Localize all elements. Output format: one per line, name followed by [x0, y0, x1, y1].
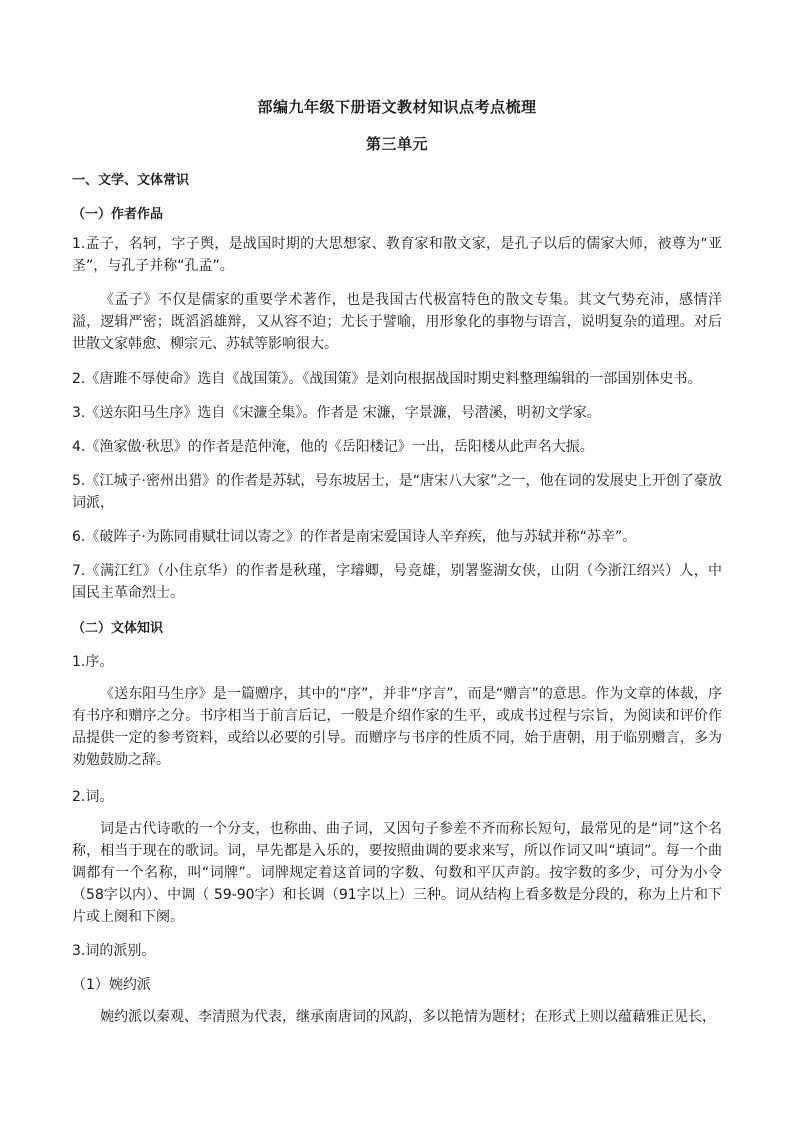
item-ci-schools: 3.词的派别。 [72, 943, 156, 959]
paragraph-xin-qiji: 6.《破阵子·为陈同甫赋壮词以寄之》的作者是南宋爱国诗人辛弃疾，他与苏轼并称“苏辛”。 [72, 529, 637, 545]
section-heading-literature: 一、文学、文体常识 [72, 173, 190, 188]
subsection-heading-genres: （二）文体知识 [72, 621, 164, 636]
unit-title: 第三单元 [365, 135, 428, 153]
paragraph-qiu-jin: 7.《满江红》（小住京华）的作者是秋瑾，字璿卿，号竞雄，别署鉴湖女侠，山阴（今浙江绍兴）人，中国民主革命烈士。 [72, 563, 722, 601]
paragraph-fan-zhongyan: 4.《渔家傲·秋思》的作者是范仲淹，他的《岳阳楼记》一出，岳阳楼从此声名大振。 [72, 439, 594, 455]
document-title: 部编九年级下册语文教材知识点考点梳理 [257, 98, 537, 116]
subsection-heading-authors: （一）作者作品 [72, 207, 164, 222]
paragraph-su-shi: 5.《江城子·密州出猎》的作者是苏轼，号东坡居士，是“唐宋八大家”之一，他在词的发展史上开创了豪放词派， [72, 473, 722, 511]
paragraph-zhanguoce: 2.《唐雎不辱使命》选自《战国策》。《战国策》是刘向根据战国时期史料整理编辑的一部国别体史书。 [72, 371, 702, 387]
item-ci: 2.词。 [72, 789, 114, 805]
item-preface: 1.序。 [72, 654, 114, 670]
item-wanyue: （1）婉约派 [72, 977, 151, 993]
paragraph-preface: 《送东阳马生序》是一篇赠序，其中的“序”，并非“序言”，而是“赠言”的意思。作为文章的体裁，序有书序和赠序之分。书序相当于前言后记，一般是介绍作家的生平，或成书过程与宗旨，为阅读和评价作品提供一定的参考资料，或给以必要的引导。而赠序与书序的性质不同，始于唐朝，用于临别赠言，多为劝勉鼓励之辞。 [72, 686, 722, 768]
paragraph-mencius: 1.孟子，名轲，字子舆，是战国时期的大思想家、教育家和散文家，是孔子以后的儒家大师，被尊为“亚圣”，与孔子并称“孔孟”。 [72, 236, 722, 274]
paragraph-song-lian: 3.《送东阳马生序》选自《宋濂全集》。作者是 宋濂，字景濂，号潜溪，明初文学家。 [72, 405, 601, 421]
paragraph-mencius-book: 《孟子》不仅是儒家的重要学术著作，也是我国古代极富特色的散文专集。其文气势充沛，感情洋溢，逻辑严密；既滔滔雄辩，又从容不迫；尤长于譬喻，用形象化的事物与语言，说明复杂的道理。对后世散文家韩愈、柳宗元、苏轼等影响很大。 [72, 292, 722, 352]
paragraph-wanyue: 婉约派以秦观、李清照为代表，继承南唐词的风韵，多以艳情为题材；在形式上则以蕴藉雅正见长， [100, 1009, 716, 1025]
paragraph-ci: 词是古代诗歌的一个分支，也称曲、曲子词，又因句子参差不齐而称长短句，最常见的是“词”这个名称，相当于现在的歌词。词，早先都是入乐的，要按照曲调的要求来写，所以作词又叫“填词”。每一个曲调都有一个名称，叫“词牌”。词牌规定着这首词的字数、句数和平仄声韵。按字数的多少，可分为小令（58字以内）、中调（ 59-90字）和长调（91字以上）三种。词从结构上看多数是分段的，称为上片和下片或上阕和下阕。 [72, 821, 722, 925]
